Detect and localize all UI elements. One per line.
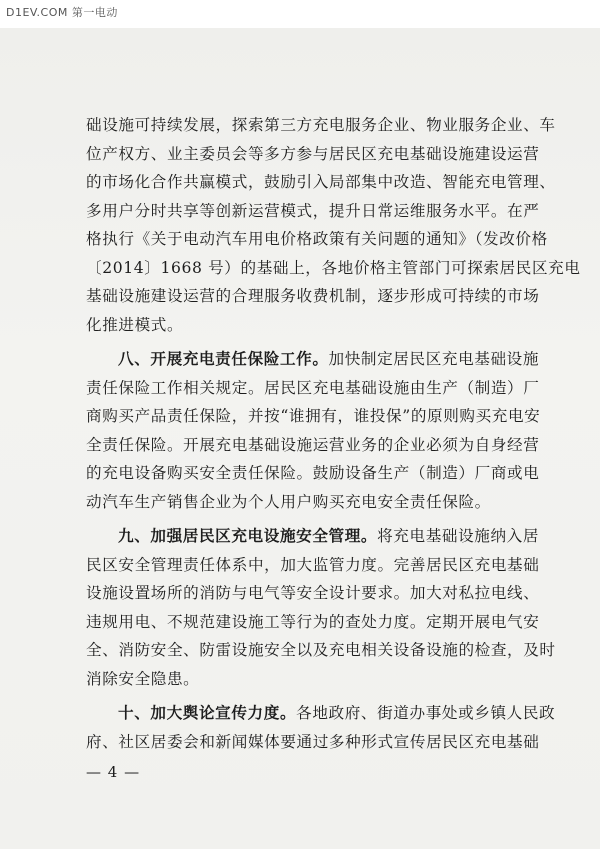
text-run: 加快制定居民区充电基础设施 <box>328 350 540 368</box>
section-heading: 九、加强居民区充电设施安全管理。 <box>118 526 378 545</box>
text-line: 位产权方、业主委员会等多方参与居民区充电基础设施建设运营 <box>86 144 540 163</box>
page-number: — 4 — <box>86 763 141 781</box>
text-run: 各地政府、街道办事处或乡镇人民政 <box>296 704 556 722</box>
text-line: 设施设置场所的消防与电气等安全设计要求。加大对私拉电线、 <box>86 584 540 602</box>
paragraph-9 <box>86 522 556 693</box>
paragraph-first-line <box>86 345 540 374</box>
text-line: 商购买产品责任保险，并按“谁拥有，谁投保”的原则购买充电安 <box>86 407 541 425</box>
text-line: 消除安全隐患。 <box>86 669 200 688</box>
text-line: 的充电设备购买安全责任保险。鼓励设备生产（制造）厂商或电 <box>86 464 540 482</box>
section-heading: 八、开展充电责任保险工作。 <box>118 349 329 368</box>
text-line: 化推进模式。 <box>86 315 184 334</box>
text-line: 格执行《关于电动汽车用电价格政策有关问题的通知》（发改价格 <box>86 230 548 248</box>
text-line: 全责任保险。开展充电基础设施运营业务的企业必须为自身经营 <box>86 435 540 454</box>
text-line: 基础设施建设运营的合理服务收费机制，逐步形成可持续的市场 <box>86 287 540 305</box>
text-line: 的市场化合作共赢模式，鼓励引入局部集中改造、智能充电管理、 <box>86 173 556 191</box>
text-run: 将充电基础设施纳入居 <box>377 527 540 545</box>
document-page <box>0 28 600 849</box>
text-line: 责任保险工作相关规定。居民区充电基础设施由生产（制造）厂 <box>86 378 540 397</box>
text-line: 全、消防安全、防雷设施安全以及充电相关设备设施的检查，及时 <box>86 641 556 659</box>
text-line: 动汽车生产销售企业为个人用户购买充电安全责任保险。 <box>86 492 491 511</box>
paragraph-7-continuation <box>86 111 581 339</box>
text-line: 民区安全管理责任体系中，加大监管力度。完善居民区充电基础 <box>86 555 540 574</box>
paragraph-first-line <box>86 699 556 728</box>
paragraph-8 <box>86 345 541 516</box>
text-line: 多用户分时共享等创新运营模式，提升日常运维服务水平。在严 <box>86 201 540 220</box>
document-body <box>86 111 581 756</box>
site-watermark: D1EV.COM 第一电动 <box>6 6 118 19</box>
section-heading: 十、加大舆论宣传力度。 <box>118 703 297 722</box>
text-line: 违规用电、不规范建设施工等行为的查处力度。定期开展电气安 <box>86 612 540 631</box>
text-line: 础设施可持续发展，探索第三方充电服务企业、物业服务企业、车 <box>86 116 556 134</box>
paragraph-first-line <box>86 522 540 551</box>
paragraph-10 <box>86 699 556 756</box>
text-line: 〔2014〕1668 号）的基础上，各地价格主管部门可探索居民区充电 <box>86 258 581 277</box>
text-line: 府、社区居委会和新闻媒体要通过多种形式宣传居民区充电基础 <box>86 732 540 751</box>
